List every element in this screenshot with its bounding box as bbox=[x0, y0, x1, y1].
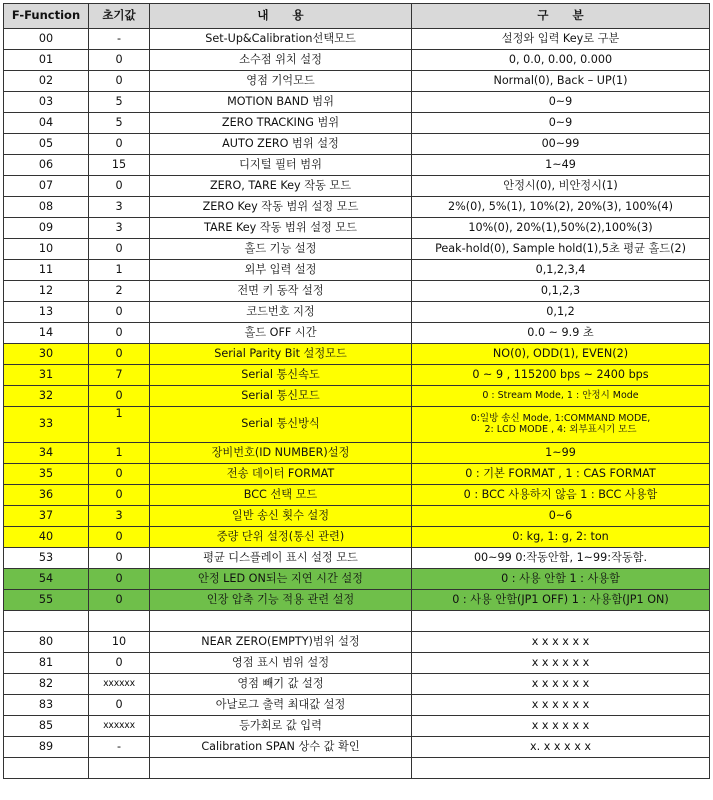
content-cell: Serial Parity Bit 설정모드 bbox=[150, 344, 412, 365]
function-code-cell: 55 bbox=[4, 590, 89, 611]
initial-value-cell: 15 bbox=[89, 155, 150, 176]
function-code-cell: 53 bbox=[4, 548, 89, 569]
function-code-cell: 00 bbox=[4, 29, 89, 50]
category-cell: 0 : 기본 FORMAT , 1 : CAS FORMAT bbox=[412, 464, 710, 485]
category-line: 0:일방 송신 Mode, 1:COMMAND MODE, bbox=[470, 412, 651, 424]
category-cell bbox=[412, 407, 710, 443]
initial-value-cell: xxxxxx bbox=[89, 674, 150, 695]
category-cell: 2%(0), 5%(1), 10%(2), 20%(3), 100%(4) bbox=[412, 197, 710, 218]
content-cell: Set-Up&Calibration선택모드 bbox=[150, 29, 412, 50]
initial-value-cell: 3 bbox=[89, 506, 150, 527]
category-cell: 0 : 사용 안함 1 : 사용함 bbox=[412, 569, 710, 590]
initial-value-cell: 0 bbox=[89, 485, 150, 506]
table-row bbox=[4, 569, 710, 590]
content-cell: 장비번호(ID NUMBER)설정 bbox=[150, 443, 412, 464]
function-code-cell: 06 bbox=[4, 155, 89, 176]
spacer-row bbox=[4, 611, 710, 632]
table-row bbox=[4, 548, 710, 569]
content-cell: 아날로그 출력 최대값 설정 bbox=[150, 695, 412, 716]
function-code-cell: 54 bbox=[4, 569, 89, 590]
header-category: 구 분 bbox=[412, 4, 710, 29]
table-row bbox=[4, 50, 710, 71]
content-cell: 등가회로 값 입력 bbox=[150, 716, 412, 737]
content-cell: 인장 압축 기능 적용 관련 설정 bbox=[150, 590, 412, 611]
table-row bbox=[4, 653, 710, 674]
function-code-cell: 02 bbox=[4, 71, 89, 92]
content-cell: Calibration SPAN 상수 값 확인 bbox=[150, 737, 412, 758]
category-cell: 0, 0.0, 0.00, 0.000 bbox=[412, 50, 710, 71]
initial-value-cell: 2 bbox=[89, 281, 150, 302]
initial-value-cell: 0 bbox=[89, 386, 150, 407]
table-row bbox=[4, 674, 710, 695]
empty-cell bbox=[4, 611, 89, 632]
category-cell: 0 ~ 9 , 115200 bps ~ 2400 bps bbox=[412, 365, 710, 386]
content-cell: 디지털 필터 범위 bbox=[150, 155, 412, 176]
function-code-cell: 08 bbox=[4, 197, 89, 218]
content-cell: 코드번호 지정 bbox=[150, 302, 412, 323]
table-row bbox=[4, 632, 710, 653]
category-cell: x x x x x x bbox=[412, 653, 710, 674]
category-cell: 0,1,2,3 bbox=[412, 281, 710, 302]
content-cell: TARE Key 작동 범위 설정 모드 bbox=[150, 218, 412, 239]
table-row bbox=[4, 695, 710, 716]
function-code-cell: 83 bbox=[4, 695, 89, 716]
table-row bbox=[4, 260, 710, 281]
function-code-cell: 03 bbox=[4, 92, 89, 113]
category-cell: 0,1,2 bbox=[412, 302, 710, 323]
function-code-cell: 32 bbox=[4, 386, 89, 407]
table-row bbox=[4, 737, 710, 758]
function-code-cell: 36 bbox=[4, 485, 89, 506]
category-cell: 1~99 bbox=[412, 443, 710, 464]
spacer-row bbox=[4, 758, 710, 779]
category-cell: x x x x x x bbox=[412, 674, 710, 695]
table-row bbox=[4, 407, 710, 443]
table-row bbox=[4, 218, 710, 239]
table-row bbox=[4, 155, 710, 176]
category-cell: x x x x x x bbox=[412, 695, 710, 716]
initial-value-cell: 0 bbox=[89, 302, 150, 323]
content-cell: Serial 통신모드 bbox=[150, 386, 412, 407]
initial-value-cell: xxxxxx bbox=[89, 716, 150, 737]
initial-value-cell: 0 bbox=[89, 527, 150, 548]
table-row bbox=[4, 590, 710, 611]
category-cell: 설정와 입력 Key로 구분 bbox=[412, 29, 710, 50]
category-cell: x x x x x x bbox=[412, 632, 710, 653]
content-cell: ZERO TRACKING 범위 bbox=[150, 113, 412, 134]
table-row bbox=[4, 134, 710, 155]
content-cell: 영점 기억모드 bbox=[150, 71, 412, 92]
content-cell: 일반 송신 횟수 설정 bbox=[150, 506, 412, 527]
content-cell: ZERO, TARE Key 작동 모드 bbox=[150, 176, 412, 197]
function-code-cell: 05 bbox=[4, 134, 89, 155]
table-row bbox=[4, 113, 710, 134]
table-row bbox=[4, 302, 710, 323]
initial-value-cell: 0 bbox=[89, 569, 150, 590]
empty-cell bbox=[89, 611, 150, 632]
content-cell: 영점 표시 범위 설정 bbox=[150, 653, 412, 674]
content-cell: Serial 통신방식 bbox=[150, 407, 412, 443]
table-row bbox=[4, 92, 710, 113]
content-cell: 홀드 기능 설정 bbox=[150, 239, 412, 260]
category-cell: 0 : 사용 안함(JP1 OFF) 1 : 사용함(JP1 ON) bbox=[412, 590, 710, 611]
category-cell: x. x x x x x bbox=[412, 737, 710, 758]
function-code-cell: 11 bbox=[4, 260, 89, 281]
initial-value-cell: - bbox=[89, 29, 150, 50]
category-line: 2: LCD MODE , 4: 외부표시기 모드 bbox=[484, 423, 637, 435]
content-cell: 안정 LED ON되는 지연 시간 설정 bbox=[150, 569, 412, 590]
content-cell: BCC 선택 모드 bbox=[150, 485, 412, 506]
category-cell: 0~9 bbox=[412, 92, 710, 113]
function-code-cell: 10 bbox=[4, 239, 89, 260]
table-row bbox=[4, 464, 710, 485]
empty-cell bbox=[150, 611, 412, 632]
category-cell: 0 : BCC 사용하지 않음 1 : BCC 사용함 bbox=[412, 485, 710, 506]
table-row bbox=[4, 239, 710, 260]
table-row bbox=[4, 176, 710, 197]
function-code-cell: 04 bbox=[4, 113, 89, 134]
initial-value-cell: 0 bbox=[89, 464, 150, 485]
initial-value-cell: 10 bbox=[89, 632, 150, 653]
header-content: 내 용 bbox=[150, 4, 412, 29]
content-cell: 전면 키 동작 설정 bbox=[150, 281, 412, 302]
empty-cell bbox=[4, 758, 89, 779]
table-row bbox=[4, 527, 710, 548]
initial-value-cell: - bbox=[89, 737, 150, 758]
initial-value-cell: 5 bbox=[89, 113, 150, 134]
table-row bbox=[4, 443, 710, 464]
empty-cell bbox=[89, 758, 150, 779]
function-code-cell: 31 bbox=[4, 365, 89, 386]
category-cell: 10%(0), 20%(1),50%(2),100%(3) bbox=[412, 218, 710, 239]
table-row bbox=[4, 386, 710, 407]
function-code-cell: 01 bbox=[4, 50, 89, 71]
header-initial-value: 초기값 bbox=[89, 4, 150, 29]
table-row bbox=[4, 344, 710, 365]
empty-cell bbox=[412, 611, 710, 632]
initial-value-cell: 3 bbox=[89, 197, 150, 218]
category-cell: NO(0), ODD(1), EVEN(2) bbox=[412, 344, 710, 365]
category-cell: 0.0 ~ 9.9 초 bbox=[412, 323, 710, 344]
function-code-cell: 14 bbox=[4, 323, 89, 344]
category-cell: 0~9 bbox=[412, 113, 710, 134]
category-cell: 안정시(0), 비안정시(1) bbox=[412, 176, 710, 197]
function-code-cell: 80 bbox=[4, 632, 89, 653]
table-row bbox=[4, 197, 710, 218]
content-cell: 외부 입력 설정 bbox=[150, 260, 412, 281]
initial-value-cell: 0 bbox=[89, 695, 150, 716]
category-cell: Normal(0), Back – UP(1) bbox=[412, 71, 710, 92]
function-code-cell: 82 bbox=[4, 674, 89, 695]
category-cell: 00~99 0:작동안함, 1~99:작동함. bbox=[412, 548, 710, 569]
content-cell: ZERO Key 작동 범위 설정 모드 bbox=[150, 197, 412, 218]
category-cell: 0 : Stream Mode, 1 : 안정시 Mode bbox=[412, 386, 710, 407]
table-row bbox=[4, 485, 710, 506]
content-cell: AUTO ZERO 범위 설정 bbox=[150, 134, 412, 155]
initial-value-cell: 0 bbox=[89, 176, 150, 197]
function-code-cell: 33 bbox=[4, 407, 89, 443]
content-cell: Serial 통신속도 bbox=[150, 365, 412, 386]
initial-value-cell: 0 bbox=[89, 344, 150, 365]
content-cell: 소수점 위치 설정 bbox=[150, 50, 412, 71]
content-cell: 홀드 OFF 시간 bbox=[150, 323, 412, 344]
function-code-cell: 13 bbox=[4, 302, 89, 323]
initial-value-cell: 0 bbox=[89, 548, 150, 569]
function-code-cell: 81 bbox=[4, 653, 89, 674]
initial-value-cell: 0 bbox=[89, 239, 150, 260]
content-cell: 전송 데이터 FORMAT bbox=[150, 464, 412, 485]
empty-cell bbox=[412, 758, 710, 779]
content-cell: 영점 빼기 값 설정 bbox=[150, 674, 412, 695]
category-cell: 0,1,2,3,4 bbox=[412, 260, 710, 281]
table-row bbox=[4, 716, 710, 737]
table-row bbox=[4, 29, 710, 50]
function-code-cell: 12 bbox=[4, 281, 89, 302]
function-code-cell: 37 bbox=[4, 506, 89, 527]
initial-value-cell: 5 bbox=[89, 92, 150, 113]
table-row bbox=[4, 281, 710, 302]
initial-value-cell: 0 bbox=[89, 71, 150, 92]
category-cell: 00~99 bbox=[412, 134, 710, 155]
function-code-cell: 35 bbox=[4, 464, 89, 485]
initial-value-cell: 1 bbox=[89, 407, 150, 443]
category-cell: 1~49 bbox=[412, 155, 710, 176]
initial-value-cell: 0 bbox=[89, 590, 150, 611]
function-code-cell: 85 bbox=[4, 716, 89, 737]
table-row bbox=[4, 506, 710, 527]
function-code-cell: 89 bbox=[4, 737, 89, 758]
table-row bbox=[4, 71, 710, 92]
function-code-cell: 30 bbox=[4, 344, 89, 365]
initial-value-cell: 7 bbox=[89, 365, 150, 386]
category-cell: 0~6 bbox=[412, 506, 710, 527]
empty-cell bbox=[150, 758, 412, 779]
table-row bbox=[4, 365, 710, 386]
content-cell: 평균 디스플레이 표시 설정 모드 bbox=[150, 548, 412, 569]
initial-value-cell: 1 bbox=[89, 443, 150, 464]
header-row bbox=[4, 4, 710, 29]
function-code-cell: 09 bbox=[4, 218, 89, 239]
category-cell: 0: kg, 1: g, 2: ton bbox=[412, 527, 710, 548]
initial-value-cell: 1 bbox=[89, 260, 150, 281]
content-cell: 중량 단위 설정(통신 관련) bbox=[150, 527, 412, 548]
header-f-function: F-Function bbox=[4, 4, 89, 29]
function-code-cell: 07 bbox=[4, 176, 89, 197]
initial-value-cell: 0 bbox=[89, 134, 150, 155]
initial-value-cell: 3 bbox=[89, 218, 150, 239]
table-row bbox=[4, 323, 710, 344]
function-code-cell: 40 bbox=[4, 527, 89, 548]
function-code-cell: 34 bbox=[4, 443, 89, 464]
initial-value-cell: 0 bbox=[89, 50, 150, 71]
category-cell: x x x x x x bbox=[412, 716, 710, 737]
content-cell: NEAR ZERO(EMPTY)범위 설정 bbox=[150, 632, 412, 653]
category-cell: Peak-hold(0), Sample hold(1),5초 평균 홀드(2) bbox=[412, 239, 710, 260]
function-table bbox=[3, 3, 710, 779]
content-cell: MOTION BAND 범위 bbox=[150, 92, 412, 113]
initial-value-cell: 0 bbox=[89, 653, 150, 674]
initial-value-cell: 0 bbox=[89, 323, 150, 344]
